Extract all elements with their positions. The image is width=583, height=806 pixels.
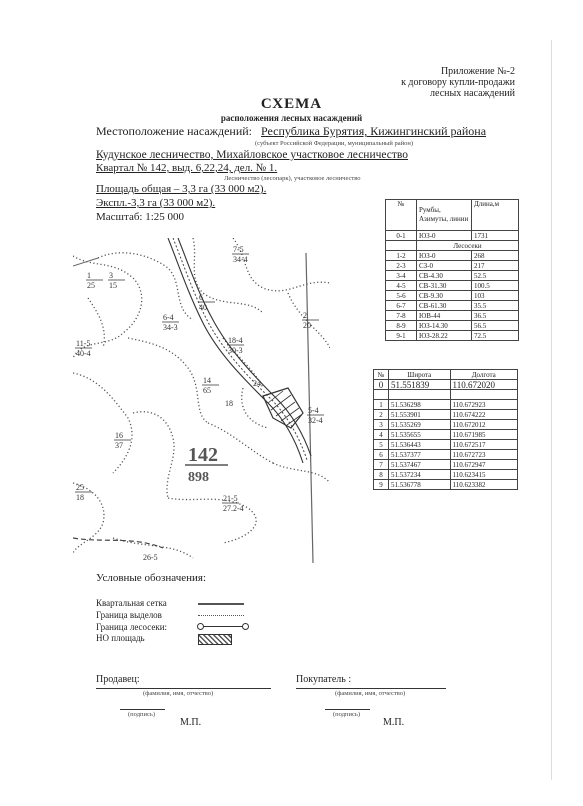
allotment-label: 14 (203, 376, 211, 385)
bearing-cell: 0-1 (386, 231, 417, 241)
bearing-cell: 217 (472, 261, 519, 271)
allotment-label: 2 (303, 311, 307, 320)
no-area-symbol (198, 634, 232, 645)
seller-seal: М.П. (180, 717, 202, 728)
coord-cell: 110.674222 (450, 410, 517, 420)
location-value: Республика Бурятия, Кижингинский района (261, 124, 487, 138)
coord-cell: 110.672947 (450, 460, 517, 470)
allotment-sublabel: 34-3 (163, 323, 178, 332)
coord-cell: 2 (374, 410, 389, 420)
cutting-border-symbol (200, 626, 244, 627)
coord-cell: 51.536298 (389, 400, 451, 410)
legend-item-no-area: НО площадь (96, 633, 145, 643)
quarter-number: 142 (188, 444, 218, 466)
allotment-label: 7-5 (233, 245, 244, 254)
coord-cell: 110.671985 (450, 430, 517, 440)
coord-cell: 110.672012 (450, 420, 517, 430)
bearing-cell: 9-1 (386, 331, 417, 341)
bearing-cell: 1-2 (386, 251, 417, 261)
allotment-label: 1 (87, 271, 91, 280)
coord-cell: 110.672723 (450, 450, 517, 460)
coord-cell: 6 (374, 450, 389, 460)
seller-label: Продавец: (96, 674, 140, 685)
allotment-label: 25 (76, 483, 84, 492)
page-subtitle: расположения лесных насаждений (220, 113, 363, 123)
coord-cell: 1 (374, 400, 389, 410)
location-label: Местоположение насаждений: (96, 124, 252, 138)
forest-map-drawing (73, 238, 330, 563)
allotment-sublabel: 65 (203, 386, 211, 395)
allotment-sublabel: 15 (109, 281, 117, 290)
bearing-cell: 103 (472, 291, 519, 301)
bearing-header-num: № (386, 200, 417, 231)
bearing-cell: 2-3 (386, 261, 417, 271)
bearing-cell: 1731 (472, 231, 519, 241)
coord-header-lat: Широта (389, 370, 451, 380)
allotment-label: 18 (225, 399, 233, 408)
area-total: Площадь общая – 3,3 га (33 000 м2). (96, 183, 267, 195)
coord-cell: 110.672517 (450, 440, 517, 450)
buyer-seal: М.П. (383, 717, 405, 728)
allotment-label: 3 (109, 271, 113, 280)
coord-cell: 51.551839 (389, 380, 451, 390)
forestry-line: Кудунское лесничество, Михайловское участковое лесничество (96, 149, 409, 161)
bearing-cell: 5-6 (386, 291, 417, 301)
quarter-grid-symbol (198, 603, 244, 605)
coord-cell: 9 (374, 480, 389, 490)
coordinates-table (373, 369, 518, 490)
bearing-cell: 8-9 (386, 321, 417, 331)
coord-header-lon: Долгота (450, 370, 517, 380)
bearing-cell: 4-5 (386, 281, 417, 291)
allotment-label: 16 (115, 431, 123, 440)
coord-cell: 51.535655 (389, 430, 451, 440)
bearing-cell: СВ-9.30 (417, 291, 472, 301)
bearing-section-title: Лесосеки (417, 241, 519, 251)
legend-item-cutting: Граница лесосеки: (96, 622, 168, 632)
coord-cell: 8 (374, 470, 389, 480)
coord-cell: 51.535269 (389, 420, 451, 430)
allotment-label: 24 (253, 379, 261, 388)
bearing-cell: 100.5 (472, 281, 519, 291)
forest-map (73, 238, 330, 563)
quarter-area: 898 (188, 470, 209, 485)
bearing-cell: 3-4 (386, 271, 417, 281)
forestry-caption: Лесничество (лесопарк), участковое лесничество (224, 175, 361, 182)
legend-item-quarter-grid: Квартальная сетка (96, 598, 167, 608)
contract-subject: лесных насаждений (430, 88, 515, 99)
allotment-sublabel: 34-4 (233, 255, 248, 264)
bearing-cell: СВ-4.30 (417, 271, 472, 281)
coord-cell: 0 (374, 380, 389, 390)
bearing-cell: ЮВ-44 (417, 311, 472, 321)
coord-cell: 4 (374, 430, 389, 440)
coord-cell: 110.623415 (450, 470, 517, 480)
coord-cell: 3 (374, 420, 389, 430)
allotment-label: 21-5 (223, 494, 238, 503)
allotment-border-symbol (198, 615, 244, 616)
allotment-sublabel: 30-3 (228, 346, 243, 355)
bearing-cell: ЮЗ-0 (417, 251, 472, 261)
legend-title: Условные обозначения: (96, 572, 207, 584)
bearing-cell: СВ-31.30 (417, 281, 472, 291)
bearing-cell: СЗ-0 (417, 261, 472, 271)
allotment-sublabel: 18 (76, 493, 84, 502)
allotment-sublabel: 20 (303, 321, 311, 330)
bearing-cell: 52.5 (472, 271, 519, 281)
bearing-header-rhumb: Румбы, Азимуты, линии (417, 200, 472, 231)
coord-header-num: № (374, 370, 389, 380)
coord-cell: 110.623382 (450, 480, 517, 490)
allotment-sublabel: 32-4 (308, 416, 323, 425)
bearing-cell: СВ-61.30 (417, 301, 472, 311)
seller-sign-caption: (подпись) (128, 711, 155, 718)
bearing-cell: ЮЗ-0 (417, 231, 472, 241)
quarter-line: Квартал № 142, выд. 6,22,24, дел. № 1. (96, 162, 278, 174)
area-exploitation: Экспл.-3,3 га (33 000 м2). (96, 197, 216, 209)
buyer-label: Покупатель : (296, 674, 352, 685)
map-scale: Масштаб: 1:25 000 (96, 211, 185, 223)
allotment-sublabel: 27.2-4 (223, 504, 244, 513)
bearing-cell: 7-8 (386, 311, 417, 321)
coord-cell: 51.536443 (389, 440, 451, 450)
allotment-label: 6 (199, 293, 203, 302)
page-title: СХЕМА (260, 96, 323, 112)
bearing-cell: 56.5 (472, 321, 519, 331)
buyer-name-caption: (фамилия, имя, отчество) (335, 690, 406, 697)
coord-cell: 7 (374, 460, 389, 470)
allotment-sublabel: 25 (87, 281, 95, 290)
coord-cell: 51.536778 (389, 480, 451, 490)
allotment-label: 18-4 (228, 336, 243, 345)
allotment-label: 26-5 (143, 553, 158, 562)
bearing-cell: ЮЗ-28.22 (417, 331, 472, 341)
seller-name-caption: (фамилия, имя, отчество) (143, 690, 214, 697)
appendix-label: Приложение №-2 (440, 66, 515, 77)
bearing-cell: ЮЗ-14.30 (417, 321, 472, 331)
bearing-cell: 268 (472, 251, 519, 261)
allotment-label: 5-4 (308, 406, 319, 415)
bearing-header-length: Длина,м (472, 200, 519, 231)
coord-cell: 110.672923 (450, 400, 517, 410)
location-caption: (субъект Российской Федерации, муниципальный район) (255, 140, 414, 147)
allotment-sublabel: 40-4 (76, 349, 91, 358)
allotment-sublabel: 40 (199, 303, 207, 312)
bearing-cell: 36.5 (472, 311, 519, 321)
contract-label: к договору купли-продажи (401, 77, 515, 88)
coord-cell: 5 (374, 440, 389, 450)
legend-item-allotment: Граница выделов (96, 610, 162, 620)
buyer-sign-caption: (подпись) (333, 711, 360, 718)
allotment-label: 11-5 (76, 339, 91, 348)
bearing-cell: 6-7 (386, 301, 417, 311)
allotment-label: 6-4 (163, 313, 174, 322)
allotment-sublabel: 37 (115, 441, 123, 450)
coord-cell: 51.537377 (389, 450, 451, 460)
bearing-cell: 35.5 (472, 301, 519, 311)
coord-cell: 110.672020 (450, 380, 517, 390)
bearing-table (385, 199, 519, 341)
coord-cell: 51.537234 (389, 470, 451, 480)
coord-cell: 51.553901 (389, 410, 451, 420)
coord-cell: 51.537467 (389, 460, 451, 470)
bearing-cell: 72.5 (472, 331, 519, 341)
